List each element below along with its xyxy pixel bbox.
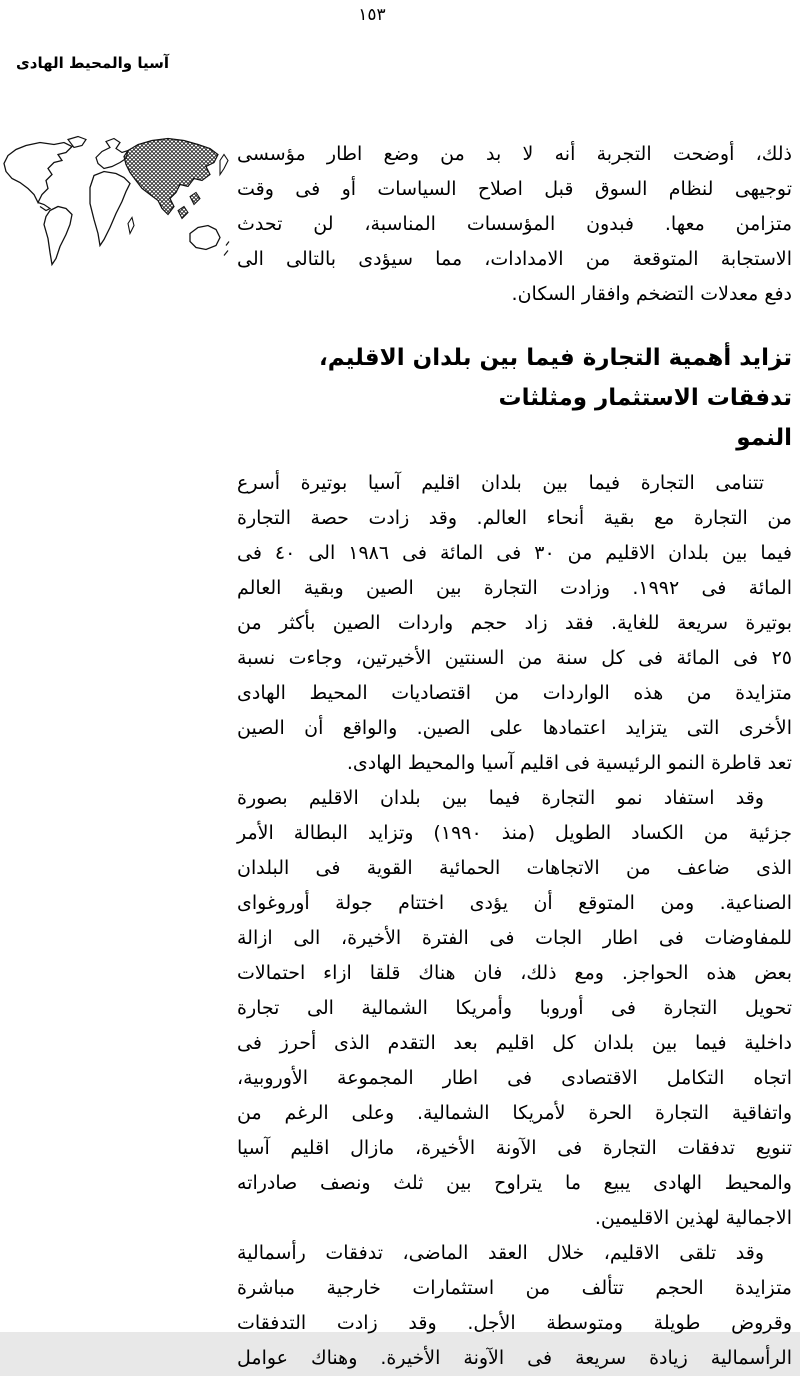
text-line: دفع معدلات التضخم وافقار السكان. — [511, 283, 792, 305]
section-heading — [237, 338, 792, 458]
japan-outline — [220, 155, 228, 175]
europe-outline — [96, 139, 128, 169]
text-line: الاستجابة المتوقعة من الامدادات، مما سيؤدى بالتالى الى — [237, 248, 792, 270]
southeast-asia-island-region — [178, 207, 188, 219]
text-line: بوتيرة سريعة للغاية. فقد زاد حجم واردات الصين بأكثر من — [237, 612, 792, 634]
text-line: الرأسمالية زيادة سريعة فى الآونة الأخيرة. وهناك عوامل — [237, 1347, 792, 1369]
text-line: متزايدة من هذه الواردات من اقتصاديات المحيط الهادى — [237, 682, 792, 704]
paragraph — [237, 1236, 792, 1376]
text-line: وقد استفاد نمو التجارة فيما بين بلدان الاقليم بصورة — [237, 787, 764, 809]
text-line: الاجمالية لهذين الاقليمين. — [594, 1207, 792, 1229]
text-line: جزئية من الكساد الطويل (منذ ١٩٩٠) وتزايد البطالة الأمر — [237, 822, 792, 844]
text-line: تتنامى التجارة فيما بين بلدان اقليم آسيا بوتيرة أسرع — [237, 472, 764, 494]
text-line: تنويع تدفقات التجارة فى الآونة الأخيرة، مازال اقليم آسيا — [237, 1137, 792, 1159]
section-heading-line-2: تدفقات الاستثمار ومثلثات النمو — [498, 385, 792, 451]
central-america-outline — [38, 203, 50, 211]
text-line: بعض هذه الحواجز. ومع ذلك، فان هناك قلقا ازاء احتمالات — [237, 962, 792, 984]
text-line: وقد تلقى الاقليم، خلال العقد الماضى، تدفقات رأسمالية — [237, 1242, 764, 1264]
paragraph — [237, 466, 792, 781]
paragraph — [237, 781, 792, 1236]
text-line: داخلية فيما بين بلدان كل اقليم بعد التقدم الذى أحرز فى — [237, 1032, 792, 1054]
text-line: للمفاوضات فى اطار الجات فى الفترة الأخيرة، الى ازالة — [237, 927, 792, 949]
paragraph-continuation — [237, 137, 792, 312]
text-line: والمحيط الهادى يبيع ما يتراوح بين ثلث ونصف صادراته — [237, 1172, 792, 1194]
text-column — [237, 137, 792, 1376]
text-line: وقروض طويلة ومتوسطة الأجل. وقد زادت التدفقات — [237, 1312, 792, 1334]
text-line: من التجارة مع بقية أنحاء العالم. وقد زادت حصة التجارة — [237, 507, 792, 529]
new-zealand-outline — [224, 242, 229, 256]
text-line: تحويل التجارة فى أوروبا وأمريكا الشمالية الى تجارة — [237, 997, 792, 1019]
text-line: واتفاقية التجارة الحرة لأمريكا الشمالية. وعلى الرغم من — [237, 1102, 792, 1124]
text-line: ذلك، أوضحت التجربة أنه لا بد من وضع اطار مؤسسى — [237, 143, 792, 165]
text-line: متزايدة الحجم تتألف من استثمارات خارجية مباشرة — [237, 1277, 792, 1299]
text-line: توجيهى لنظام السوق قبل اصلاح السياسات أو فى وقت — [237, 178, 792, 200]
philippines-island-region — [190, 193, 200, 205]
asia-highlight-region — [124, 139, 218, 215]
page-number: ١٥٣ — [358, 5, 386, 25]
south-america-outline — [44, 207, 72, 265]
text-line: الذى ضاعف من الاتجاهات الحمائية القوية فى البلدان — [237, 857, 792, 879]
text-line: متزامن معها. فبدون المؤسسات المناسبة، لن تحدث — [237, 213, 792, 235]
section-header: آسيا والمحيط الهادى — [16, 54, 169, 72]
text-line: المائة فى ١٩٩٢. وزادت التجارة بين الصين وبقية العالم — [237, 577, 792, 599]
madagascar-outline — [128, 218, 134, 234]
text-line: اتجاه التكامل الاقتصادى فى اطار المجموعة الأوروبية، — [237, 1067, 792, 1089]
text-line: الأخرى التى يتزايد اعتمادها على الصين. والواقع أن الصين — [237, 717, 792, 739]
australia-outline — [190, 226, 220, 250]
north-america-outline — [4, 143, 72, 203]
text-line: ٢٥ فى المائة فى كل سنة من السنتين الأخيرتين، وجاءت نسبة — [237, 647, 792, 669]
section-heading-line-1: تزايد أهمية التجارة فيما بين بلدان الاقليم، — [319, 345, 792, 371]
text-line: فيما بين بلدان الاقليم من ٣٠ فى المائة فى ١٩٨٦ الى ٤٠ فى — [237, 542, 793, 564]
world-map — [2, 132, 234, 270]
world-map-icon — [2, 132, 234, 270]
text-line: تعد قاطرة النمو الرئيسية فى اقليم آسيا والمحيط الهادى. — [346, 752, 792, 774]
text-line: الصناعية. ومن المتوقع أن يؤدى اختتام جولة أوروغواى — [237, 892, 792, 914]
africa-outline — [90, 172, 130, 246]
